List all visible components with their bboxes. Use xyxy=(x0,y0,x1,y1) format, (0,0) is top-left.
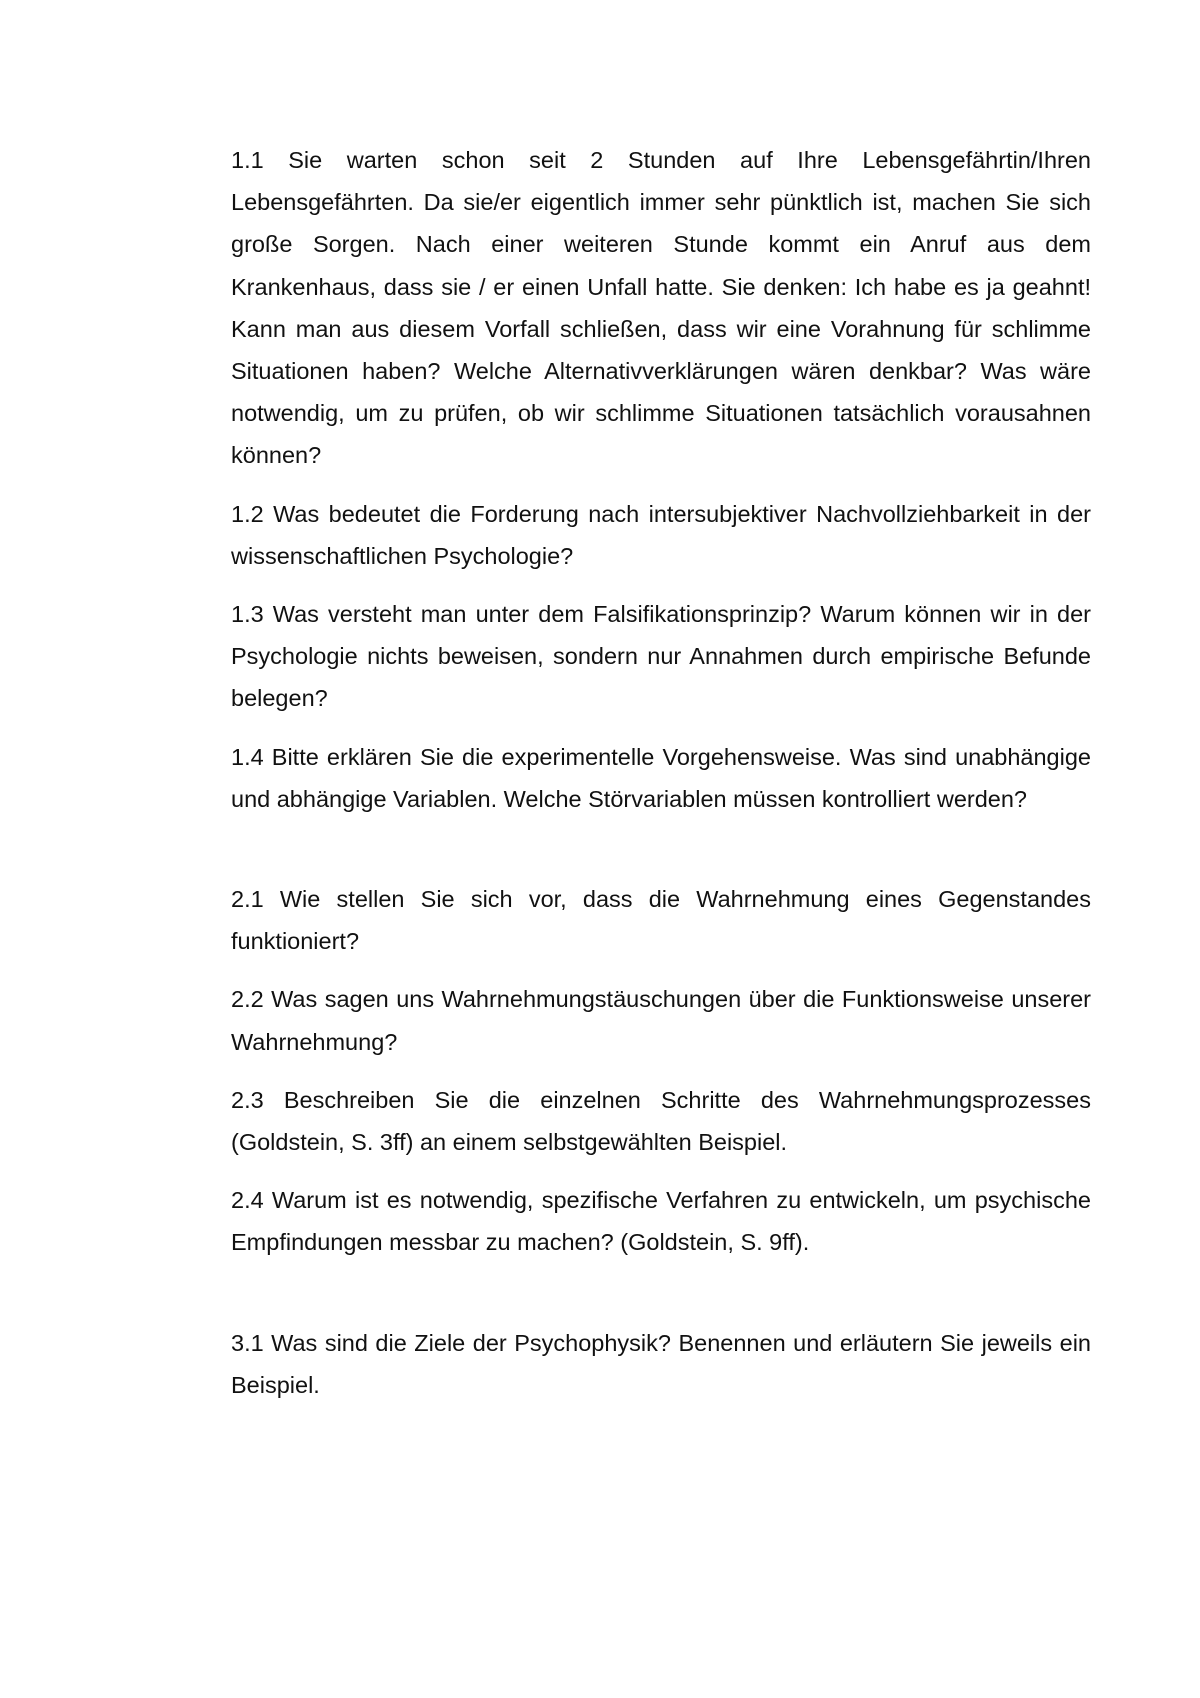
document-body xyxy=(231,139,1091,1422)
question-2-1: 2.1 Wie stellen Sie sich vor, dass die Wahrnehmung eines Gegenstandes funktioniert? xyxy=(231,886,1091,955)
question-2-4: 2.4 Warum ist es notwendig, spezifische Verfahren zu entwickeln, um psychische Empfindungen messbar zu machen? (Goldstein, S. 9ff). xyxy=(231,1187,1091,1256)
question-1-4: 1.4 Bitte erklären Sie die experimentelle Vorgehensweise. Was sind unabhängige und abhängige Variablen. Welche Störvariablen müssen kontrolliert werden? xyxy=(231,743,1091,812)
question-1-3: 1.3 Was versteht man unter dem Falsifikationsprinzip? Warum können wir in der Psychologie nichts beweisen, sondern nur Annahmen durch empirische Befunde belegen? xyxy=(231,601,1091,712)
question-1-1: 1.1 Sie warten schon seit 2 Stunden auf Ihre Lebensgefährtin/Ihren Lebensgefährten. Da sie/er eigentlich immer sehr pünktlich ist, machen Sie sich große Sorgen. Nach einer weiteren Stunde kommt ein Anruf aus dem Krankenhaus, dass sie / er einen Unfall hatte. Sie denken: Ich habe es ja geahnt! Kann man aus diesem Vorfall schließen, dass wir eine Vorahnung für schlimme Situationen haben? Welche Alternativverklärungen wären denkbar? Was wäre notwendig, um zu prüfen, ob wir schlimme Situationen tatsächlich vorausahnen können? xyxy=(231,147,1091,469)
question-1-2: 1.2 Was bedeutet die Forderung nach intersubjektiver Nachvollziehbarkeit in der wissenschaftlichen Psychologie? xyxy=(231,500,1091,569)
question-2-3: 2.3 Beschreiben Sie die einzelnen Schritte des Wahrnehmungsprozesses (Goldstein, S. 3ff) an einem selbstgewählten Beispiel. xyxy=(231,1086,1091,1156)
question-2-2: 2.2 Was sagen uns Wahrnehmungstäuschungen über die Funktionsweise unserer Wahrnehmung? xyxy=(231,986,1091,1055)
question-3-1: 3.1 Was sind die Ziele der Psychophysik? Benennen und erläutern Sie jeweils ein Beispiel. xyxy=(231,1329,1091,1398)
